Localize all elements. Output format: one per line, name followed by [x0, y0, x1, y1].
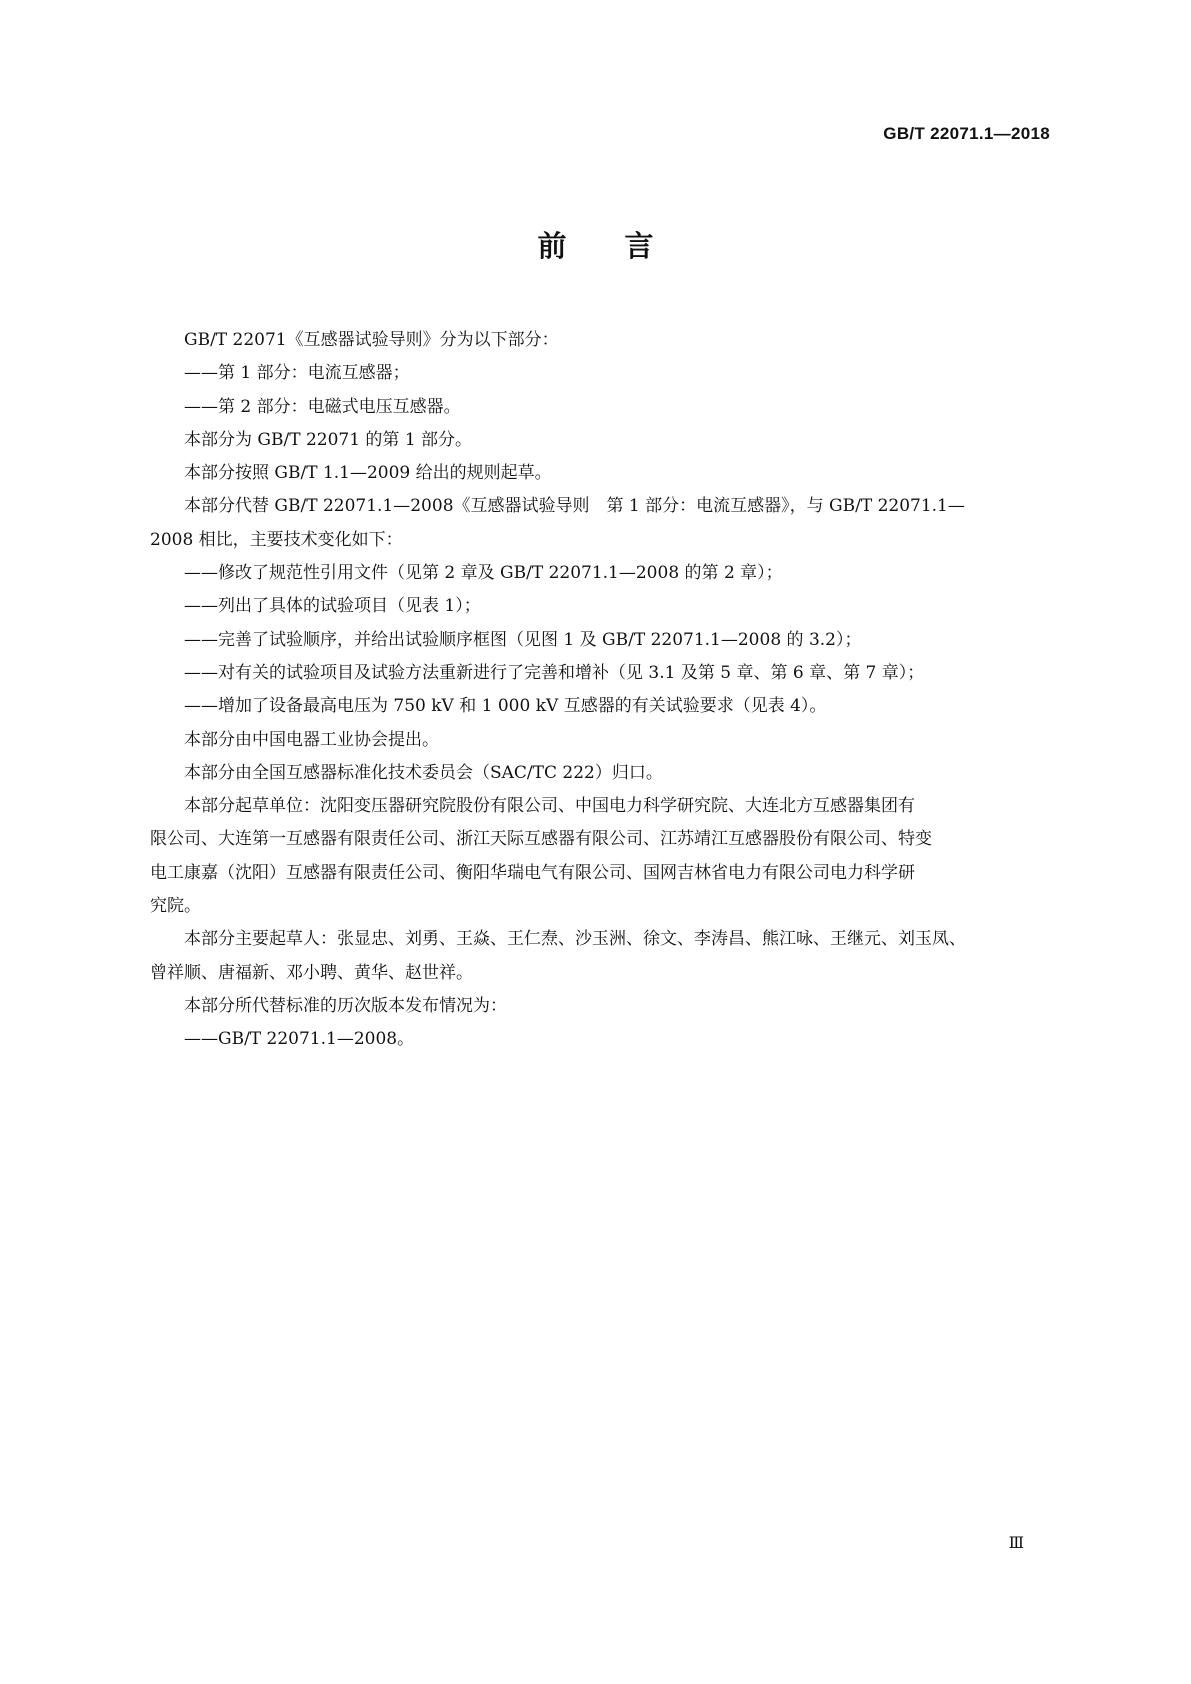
text-line: 究院。	[150, 896, 201, 917]
text-line: 本部分主要起草人：张显忠、刘勇、王焱、王仁焘、沙玉洲、徐文、李涛昌、熊江咏、王继元、刘玉凤、	[184, 929, 966, 950]
standard-number-header: GB/T 22071.1—2018	[883, 124, 1050, 143]
text-line: ——完善了试验顺序，并给出试验顺序框图（见图 1 及 GB/T 22071.1—2008 的 3.2）；	[184, 629, 862, 650]
page-number: Ⅲ	[1008, 1533, 1024, 1552]
text-line: 本部分由中国电器工业协会提出。	[184, 729, 439, 750]
text-line: ——修改了规范性引用文件（见第 2 章及 GB/T 22071.1—2008 的第 2 章）；	[184, 563, 783, 584]
page-title: 前言	[537, 229, 712, 263]
text-line: 电工康嘉（沈阳）互感器有限责任公司、衡阳华瑞电气有限公司、国网吉林省电力有限公司电力科学研	[150, 862, 915, 883]
text-line: ——GB/T 22071.1—2008。	[184, 1029, 415, 1050]
foreword-body	[150, 324, 1054, 1057]
text-line: GB/T 22071《互感器试验导则》分为以下部分：	[184, 330, 559, 350]
text-line: ——第 2 部分：电磁式电压互感器。	[184, 396, 461, 417]
text-line: 限公司、大连第一互感器有限责任公司、浙江天际互感器有限公司、江苏靖江互感器股份有限公司、特变	[150, 829, 932, 850]
text-line: 本部分代替 GB/T 22071.1—2008《互感器试验导则 第 1 部分：电流互感器》，与 GB/T 22071.1—	[184, 496, 965, 517]
text-line: ——列出了具体的试验项目（见表 1）；	[184, 596, 481, 617]
text-line: ——对有关的试验项目及试验方法重新进行了完善和增补（见 3.1 及第 5 章、第 6 章、第 7 章）；	[184, 662, 925, 683]
text-line: 本部分按照 GB/T 1.1—2009 给出的规则起草。	[184, 463, 552, 484]
text-line: ——增加了设备最高电压为 750 kV 和 1 000 kV 互感器的有关试验要求（见表 4）。	[184, 696, 827, 717]
text-line: 本部分所代替标准的历次版本发布情况为：	[184, 995, 507, 1016]
text-line: 曾祥顺、唐福新、邓小聘、黄华、赵世祥。	[150, 962, 473, 983]
text-line: ——第 1 部分：电流互感器；	[184, 363, 410, 384]
text-line: 本部分起草单位：沈阳变压器研究院股份有限公司、中国电力科学研究院、大连北方互感器集团有	[184, 796, 915, 817]
text-line: 本部分由全国互感器标准化技术委员会（SAC/TC 222）归口。	[184, 762, 663, 783]
text-line: 2008 相比，主要技术变化如下：	[150, 529, 403, 550]
text-line: 本部分为 GB/T 22071 的第 1 部分。	[184, 429, 473, 450]
